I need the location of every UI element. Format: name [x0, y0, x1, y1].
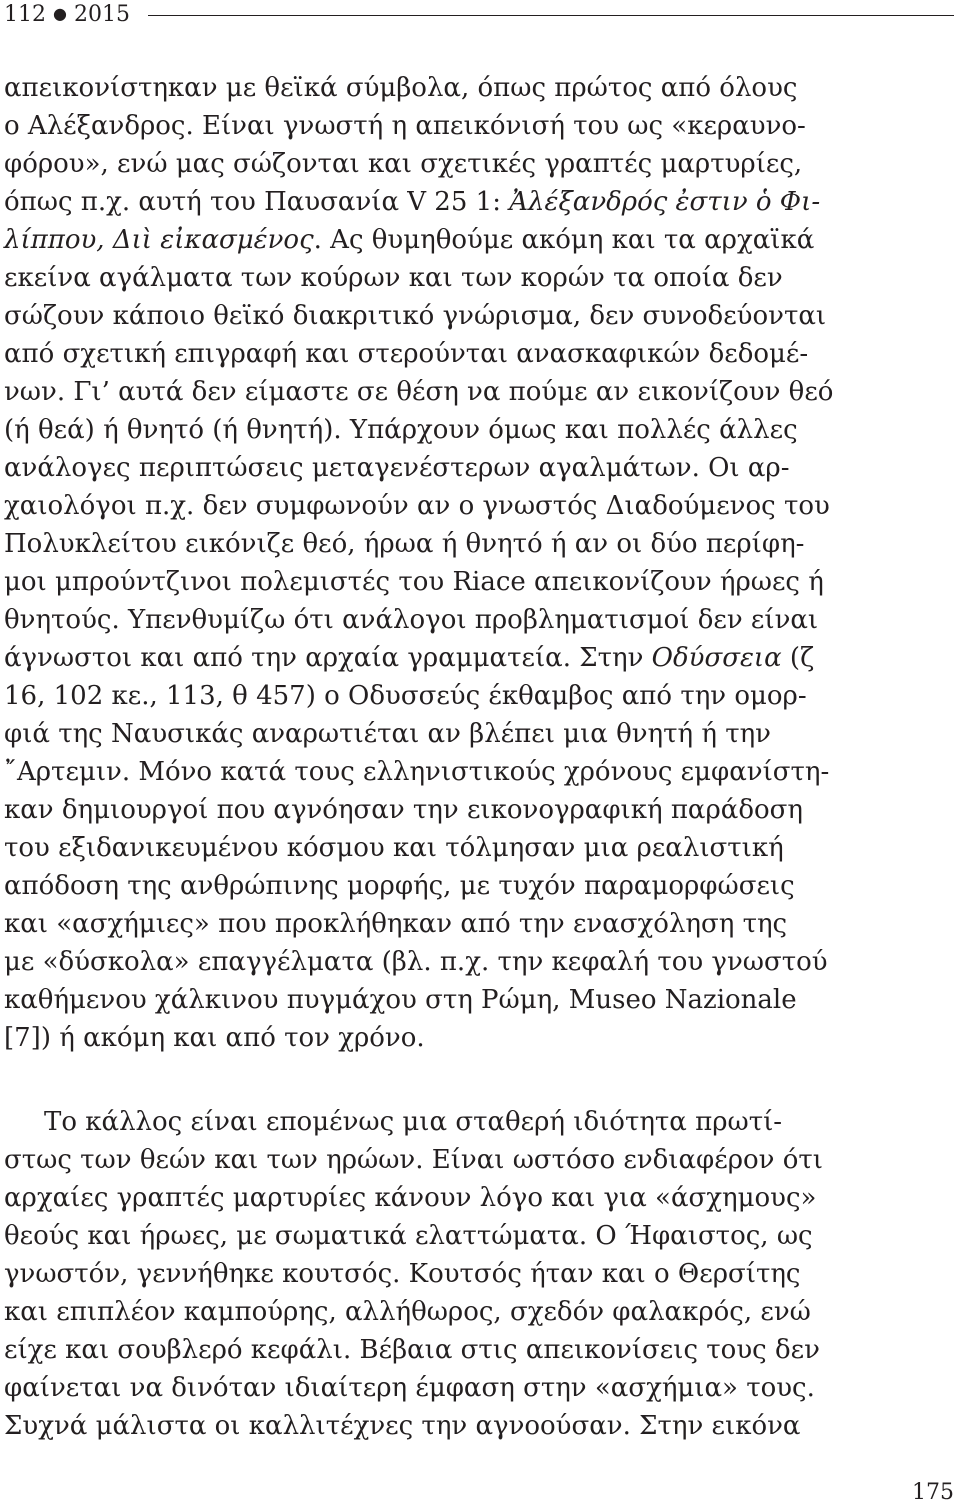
text-line [4, 222, 815, 258]
header-rule [148, 15, 954, 16]
text-line: ῎Αρτεμιν. Μόνο κατά τους ελληνιστικούς χρόνους εμφανίστη- [4, 757, 830, 787]
text-line: στως των θεών και των ηρώων. Είναι ωστόσο ενδιαφέρον ότι [4, 1145, 823, 1175]
odyssey-title-italic: Οδύσσεια [651, 643, 782, 673]
text-line: θνητούς. Υπενθυμίζω ότι ανάλογοι προβληματισμοί δεν είναι [4, 605, 819, 635]
text-line: σώζουν κάποιο θεϊκό διακριτικό γνώρισμα, δεν συνοδεύονται [4, 301, 827, 331]
text-line: αρχαίες γραπτές μαρτυρίες κάνουν λόγο και για «άσχημους» [4, 1183, 817, 1213]
text-line: θεούς και ήρωες, με σωματικά ελαττώματα. Ο Ήφαιστος, ως [4, 1221, 813, 1251]
text-run: . Ας θυμηθούμε ακόμη και τα αρχαϊκά [313, 225, 815, 255]
text-line [4, 640, 815, 676]
header-page-number: 112 [4, 2, 46, 27]
text-line: και «ασχήμιες» που προκλήθηκαν από την ενασχόληση της [4, 909, 788, 939]
text-run: όπως π.χ. αυτή του Παυσανία V 25 1: [4, 187, 510, 217]
text-line: απεικονίστηκαν με θεϊκά σύμβολα, όπως πρώτος από όλους [4, 73, 798, 103]
text-line: καν δημιουργοί που αγνόησαν την εικονογραφική παράδοση [4, 795, 803, 825]
text-line: ο Αλέξανδρος. Είναι γνωστή η απεικόνισή του ως «κεραυνο- [4, 111, 806, 141]
running-header [0, 0, 960, 30]
text-line: εκείνα αγάλματα των κούρων και των κορών τα οποία δεν [4, 263, 783, 293]
text-line: Πολυκλείτου εικόνιζε θεό, ήρωα ή θνητό ή αν οι δύο περίφη- [4, 529, 805, 559]
text-line: Συχνά μάλιστα οι καλλιτέχνες την αγνοούσαν. Στην εικόνα [4, 1411, 801, 1441]
header-text [4, 0, 130, 29]
text-line: φόρου», ενώ μας σώζονται και σχετικές γραπτές μαρτυρίες, [4, 149, 803, 179]
header-bullet: ● [53, 4, 67, 23]
text-line: γνωστόν, γεννήθηκε κουτσός. Κουτσός ήταν και ο Θερσίτης [4, 1259, 801, 1289]
text-line: 16, 102 κε., 113, θ 457) ο Οδυσσεύς έκθαμβος από την ομορ- [4, 681, 807, 711]
text-line: φιά της Ναυσικάς αναρωτιέται αν βλέπει μια θνητή ή την [4, 719, 771, 749]
text-line: (ή θεά) ή θνητό (ή θνητή). Υπάρχουν όμως και πολλές άλλες [4, 415, 798, 445]
header-year: 2015 [73, 2, 130, 27]
greek-quote-italic: Ἀλέξανδρός ἐστιν ὁ Φι- [509, 187, 821, 217]
text-line: νων. Γι’ αυτά δεν είμαστε σε θέση να πούμε αν εικονίζουν θεό [4, 377, 834, 407]
text-line: απόδοση της ανθρώπινης μορφής, με τυχόν παραμορφώσεις [4, 871, 795, 901]
text-line: φαίνεται να δινόταν ιδιαίτερη έμφαση στην «ασχήμια» τους. [4, 1373, 815, 1403]
text-line: χαιολόγοι π.χ. δεν συμφωνούν αν ο γνωστός Διαδούμενος του [4, 491, 830, 521]
text-line: του εξιδανικευμένου κόσμου και τόλμησαν μια ρεαλιστική [4, 833, 784, 863]
text-run: (ζ [781, 643, 815, 673]
text-line: καθήμενου χάλκινου πυγμάχου στη Ρώμη, Museo Nazionale [4, 985, 797, 1015]
text-run: άγνωστοι και από την αρχαία γραμματεία. Στην [4, 643, 652, 673]
greek-quote-italic: λίππου, Διὶ εἰκασμένος [4, 225, 314, 255]
text-line: Το κάλλος είναι επομένως μια σταθερή ιδιότητα πρωτί- [44, 1107, 783, 1137]
text-line: είχε και σουβλερό κεφάλι. Βέβαια στις απεικονίσεις τους δεν [4, 1335, 820, 1365]
text-line: με «δύσκολα» επαγγέλματα (βλ. π.χ. την κεφαλή του γνωστού [4, 947, 828, 977]
text-line [4, 184, 821, 220]
text-line: [7]) ή ακόμη και από τον χρόνο. [4, 1023, 425, 1053]
text-line: ανάλογες περιπτώσεις μεταγενέστερων αγαλμάτων. Οι αρ- [4, 453, 790, 483]
text-line: και επιπλέον καμπούρης, αλλήθωρος, σχεδόν φαλακρός, ενώ [4, 1297, 811, 1327]
text-line: μοι μπρούντζινοι πολεμιστές του Riace απεικονίζουν ήρωες ή [4, 567, 824, 597]
page-number: 175 [912, 1480, 954, 1505]
text-line: από σχετική επιγραφή και στερούνται ανασκαφικών δεδομέ- [4, 339, 809, 369]
